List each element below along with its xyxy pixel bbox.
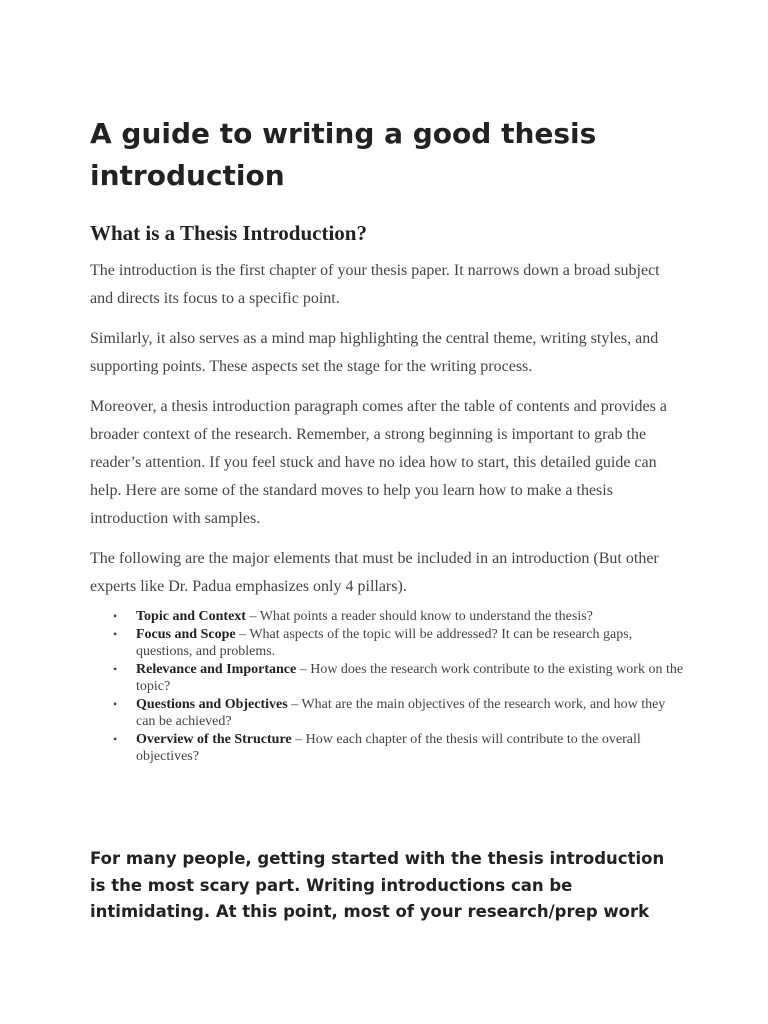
list-item-term: Relevance and Importance xyxy=(136,661,297,677)
section-heading: What is a Thesis Introduction? xyxy=(90,221,367,245)
closing-paragraph: For many people, getting started with the thesis introduction is the most scary part. Writing introductions can be intimidating. At this point, most of your research/prep work xyxy=(90,849,665,921)
list-item-desc: – How does the research work contribute to the existing work on the topic? xyxy=(136,661,684,694)
bullet-icon: • xyxy=(113,696,118,711)
list-item xyxy=(90,608,685,626)
list-item xyxy=(90,696,685,731)
page-title: A guide to writing a good thesis introduction xyxy=(90,117,597,192)
list-item xyxy=(90,626,685,661)
paragraph-intro: The introduction is the first chapter of your thesis paper. It narrows down a broad subject and directs its focus to a specific point. xyxy=(90,262,660,307)
list-item-desc: – What points a reader should know to understand the thesis? xyxy=(245,609,593,624)
list-item-desc: – What are the main objectives of the research work, and how they can be achieved? xyxy=(136,696,666,729)
list-item-desc: – How each chapter of the thesis will contribute to the overall objectives? xyxy=(136,731,641,764)
bullet-icon: • xyxy=(113,661,118,676)
bullet-icon: • xyxy=(113,731,118,746)
list-item-term: Questions and Objectives xyxy=(136,696,288,712)
list-item xyxy=(90,731,685,766)
elements-list xyxy=(90,608,685,766)
list-item xyxy=(90,661,685,696)
list-item-term: Topic and Context xyxy=(136,609,246,624)
bullet-icon: • xyxy=(113,609,118,623)
list-item-desc: – What aspects of the topic will be addressed? It can be research gaps, questions, and problems. xyxy=(136,626,633,659)
list-item-term: Overview of the Structure xyxy=(136,731,292,747)
bullet-icon: • xyxy=(113,626,118,641)
paragraph-context: Moreover, a thesis introduction paragraph comes after the table of contents and provides a broader context of the research. Remember, a strong beginning is important to grab the reader’s attention. If you feel stuck and have no idea how to start, this detailed guide can help. Here are some of the standard moves to help you learn how to make a thesis introduction with samples. xyxy=(90,398,667,527)
paragraph-elements-intro: The following are the major elements that must be included in an introduction (But other experts like Dr. Padua emphasizes only 4 pillars). xyxy=(90,550,659,595)
paragraph-mind-map: Similarly, it also serves as a mind map highlighting the central theme, writing styles, and supporting points. These aspects set the stage for the writing process. xyxy=(90,330,659,375)
list-item-term: Focus and Scope xyxy=(136,626,236,642)
